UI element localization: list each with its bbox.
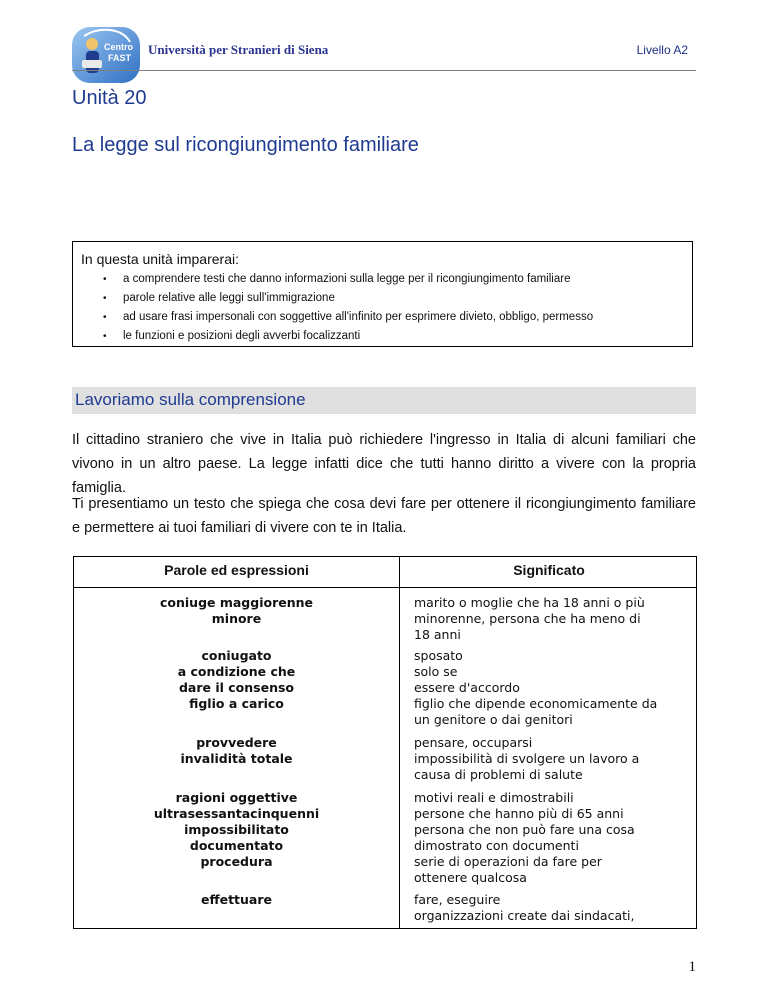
vocab-meaning: figlio che dipende economicamente da <box>414 696 658 711</box>
header-rule <box>72 70 696 71</box>
document-title: La legge sul ricongiungimento familiare <box>72 134 419 156</box>
section-header-bar <box>72 387 696 414</box>
vocab-term: minore <box>211 611 262 626</box>
vocab-term: coniugato <box>201 648 272 663</box>
vocab-meaning: marito o moglie che ha 18 anni o più <box>414 595 645 610</box>
vocab-meaning: 18 anni <box>414 627 461 642</box>
objective-item: • a comprendere testi che danno informazioni sulla legge per il ricongiungimento familiare <box>73 270 593 289</box>
vocab-meaning: solo se <box>414 664 458 679</box>
vocab-term: dare il consenso <box>178 680 295 695</box>
vocab-term: figlio a carico <box>189 696 284 711</box>
vocab-meaning: impossibilità di svolgere un lavoro a <box>414 751 640 766</box>
university-name: Università per Stranieri di Siena <box>148 42 329 57</box>
centro-fast-logo <box>70 24 142 86</box>
vocab-meaning: fare, eseguire <box>414 892 501 907</box>
vocab-meaning: persone che hanno più di 65 anni <box>414 806 624 821</box>
vocab-term: procedura <box>200 854 273 869</box>
objective-item: • parole relative alle leggi sull'immigrazione <box>73 289 593 308</box>
level-label: Livello A2 <box>636 43 688 57</box>
logo-text-line1: Centro <box>104 42 133 52</box>
intro-paragraph-1: Il cittadino straniero che vive in Italia può richiedere l'ingresso in Italia di alcuni familiari che vivono in un altro paese. La legge infatti dice che tutti hanno diritto a vivere con la propria famiglia. <box>72 432 696 496</box>
learning-objectives-list <box>73 270 593 346</box>
vocab-term: a condizione che <box>177 664 296 679</box>
vocab-term: ragioni oggettive <box>175 790 298 805</box>
vocab-meaning: essere d'accordo <box>414 680 520 695</box>
vocab-meaning: sposato <box>414 648 463 663</box>
vocab-term: documentato <box>189 838 284 853</box>
unit-title: Unità 20 <box>72 87 147 109</box>
vocab-meaning: persona che non può fare una cosa <box>414 822 635 837</box>
page-number: 1 <box>688 959 696 975</box>
learning-objectives-heading: In questa unità imparerai: <box>81 251 239 267</box>
table-column-divider <box>399 557 400 928</box>
objective-item: • ad usare frasi impersonali con soggettive all'infinito per esprimere divieto, obbligo, permesso <box>73 308 593 327</box>
vocab-term: impossibilitato <box>184 822 289 837</box>
vocab-meaning: motivi reali e dimostrabili <box>414 790 574 805</box>
intro-paragraph-2: Ti presentiamo un testo che spiega che cosa devi fare per ottenere il ricongiungimento familiare e permettere ai tuoi familiari di vivere con te in Italia. <box>72 496 696 536</box>
vocab-term: ultrasessantacinquenni <box>153 806 320 821</box>
table-header-rule <box>74 587 696 588</box>
section-title: Lavoriamo sulla comprensione <box>75 390 306 409</box>
vocab-term: invalidità totale <box>180 751 293 766</box>
vocab-meaning: un genitore o dai genitori <box>414 712 573 727</box>
vocab-meaning: causa di problemi di salute <box>414 767 583 782</box>
learning-objectives-box <box>72 241 693 347</box>
column-header-meanings: Significato <box>513 562 585 578</box>
vocab-meaning: serie di operazioni da fare per <box>414 854 602 869</box>
column-header-terms: Parole ed espressioni <box>164 562 309 578</box>
vocab-meaning: pensare, occuparsi <box>414 735 533 750</box>
vocab-meaning: dimostrato con documenti <box>414 838 579 853</box>
vocab-term: effettuare <box>200 892 272 907</box>
vocab-meaning: minorenne, persona che ha meno di <box>414 611 641 626</box>
objective-item: • le funzioni e posizioni degli avverbi focalizzanti <box>73 327 593 346</box>
logo-text-line2: FAST <box>108 53 132 63</box>
vocab-meaning: ottenere qualcosa <box>414 870 527 885</box>
vocab-term: provvedere <box>196 735 277 750</box>
vocab-meaning: organizzazioni create dai sindacati, <box>414 908 635 923</box>
vocab-term: coniuge maggiorenne <box>159 595 313 610</box>
vocabulary-table <box>73 556 697 929</box>
